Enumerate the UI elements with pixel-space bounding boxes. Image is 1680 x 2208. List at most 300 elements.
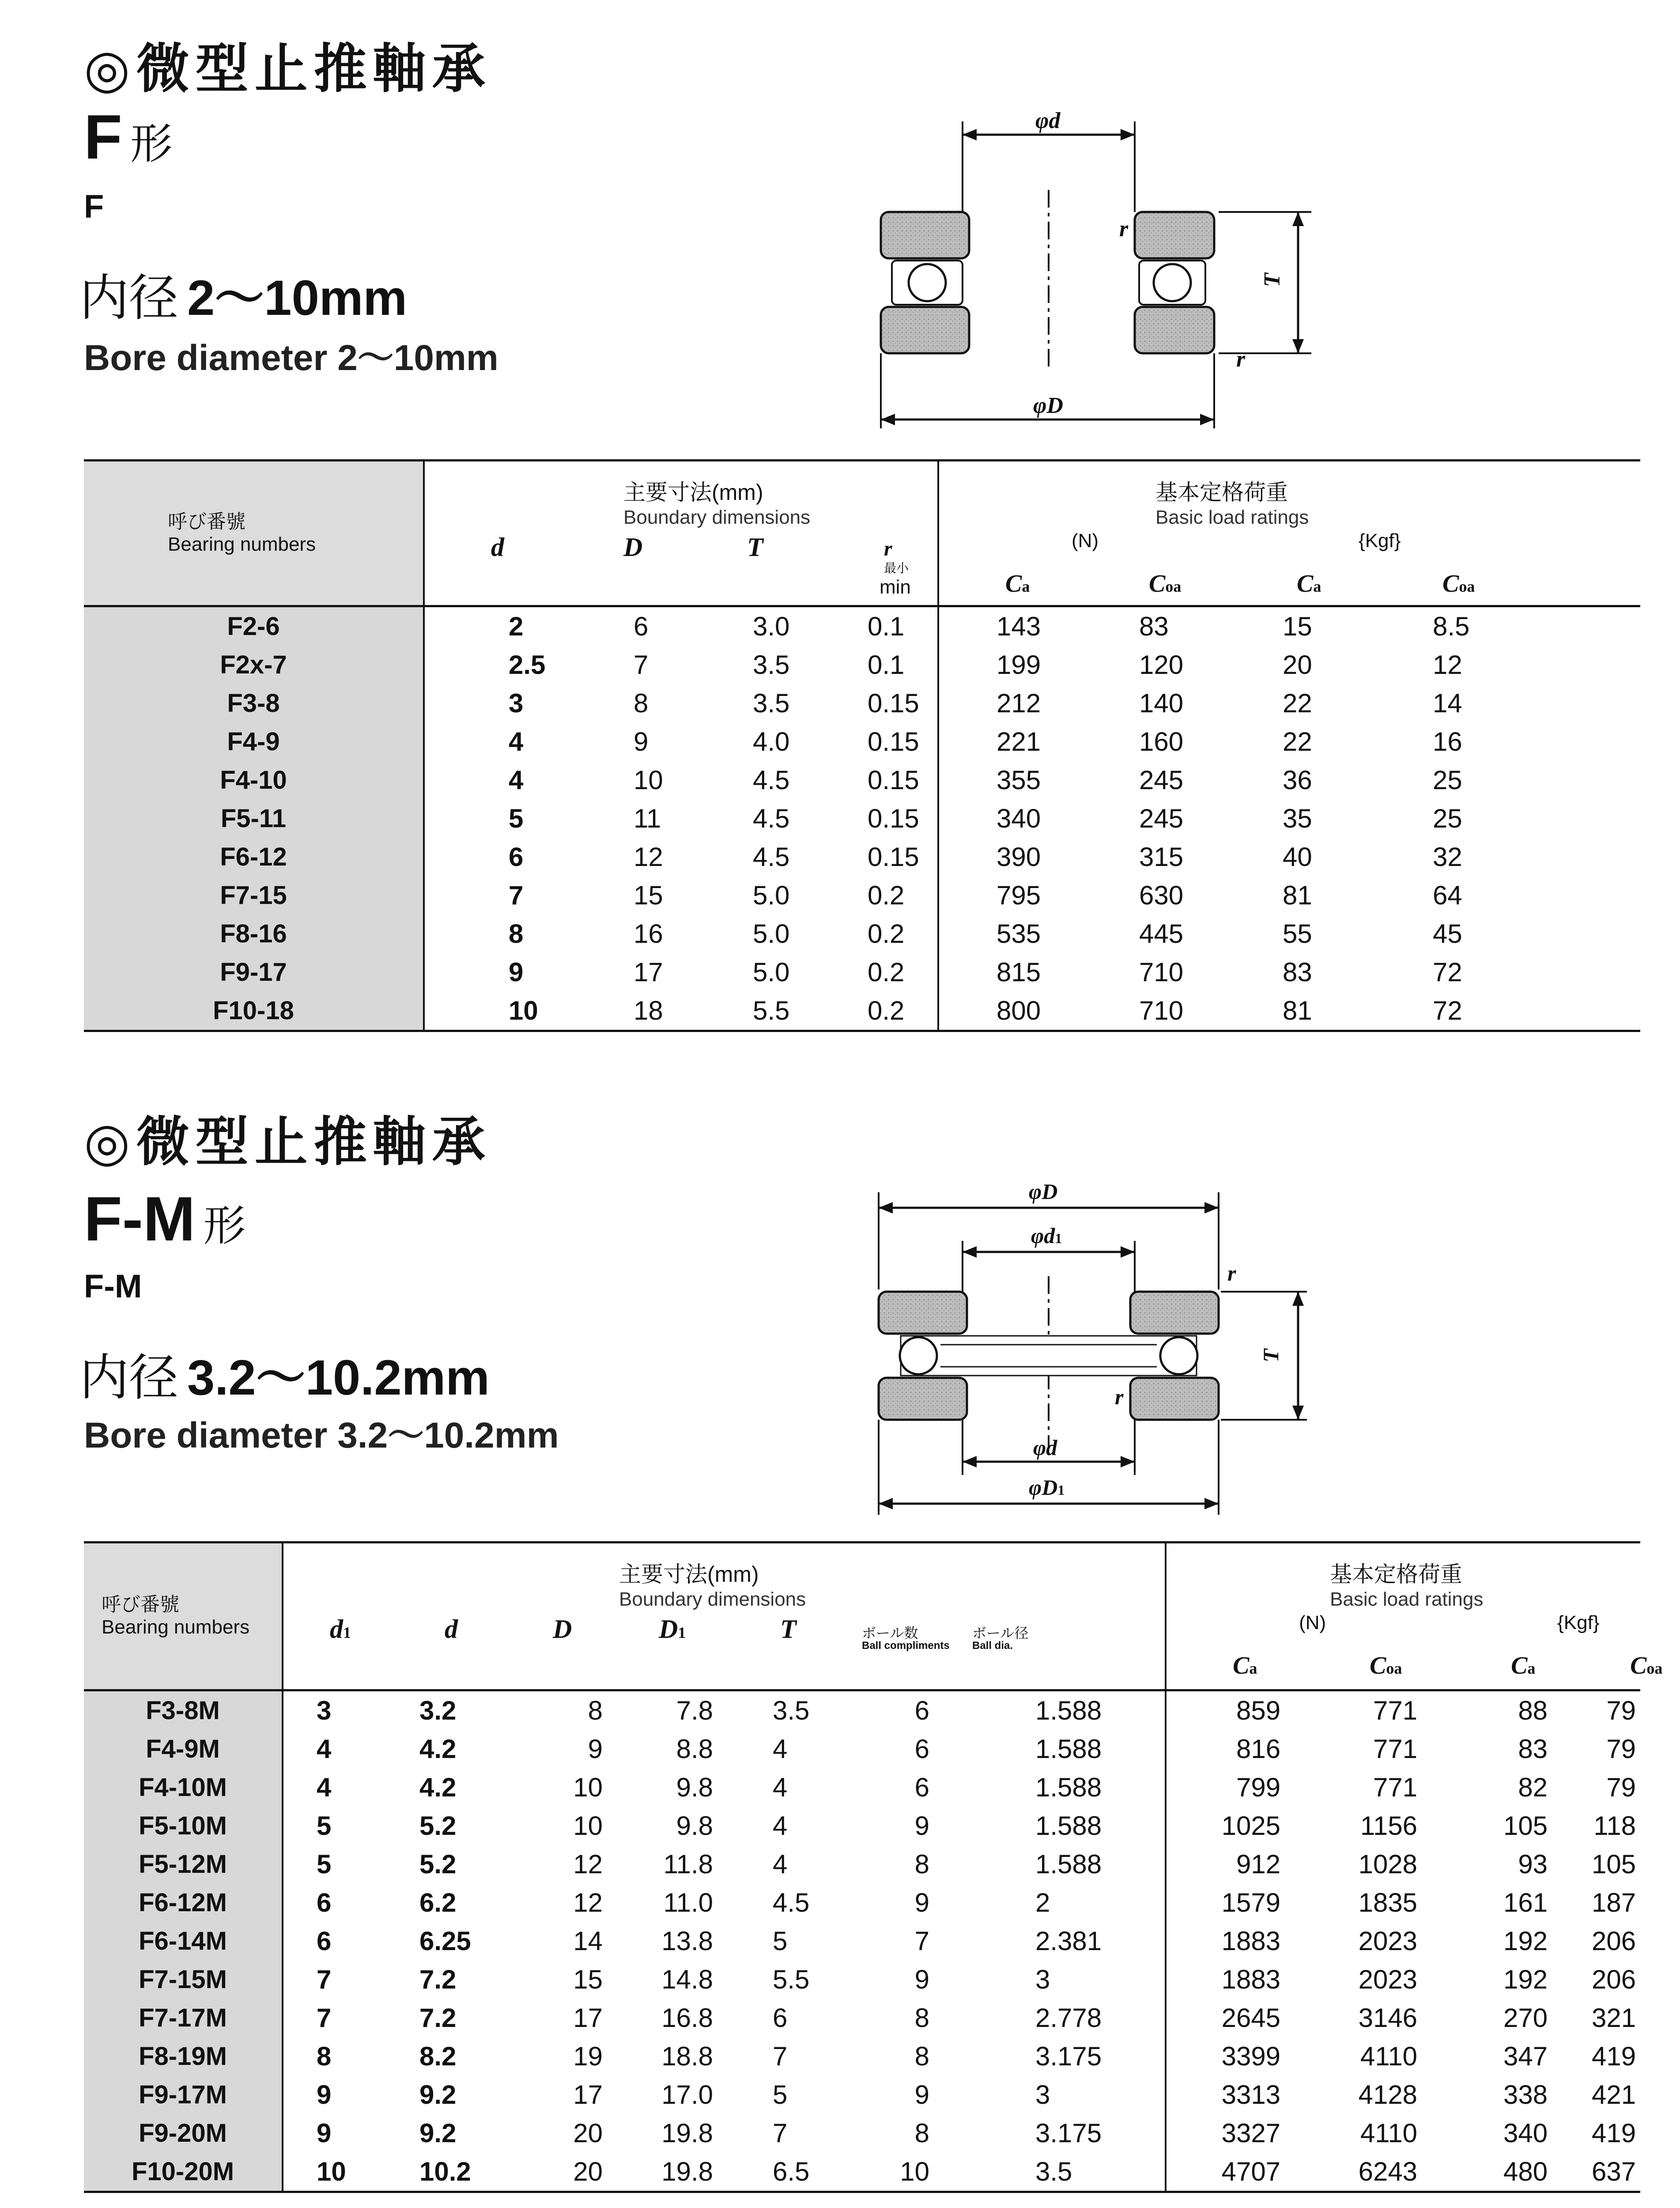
cell-d: 3.2 — [419, 1696, 457, 1725]
cell-T: 5.0 — [753, 919, 790, 949]
section1-col-T: T — [747, 533, 763, 562]
section2-bore-zh-prefix: 内径 — [79, 1349, 178, 1406]
cell-Coa-kgf: 79 — [1606, 1773, 1636, 1802]
cell-Coa-kgf: 64 — [1433, 881, 1462, 910]
cell-Ca-kgf: 22 — [1283, 688, 1312, 718]
cell-Coa-N: 2023 — [1358, 1965, 1418, 1994]
cell-D1: 13.8 — [661, 1926, 713, 1956]
cell-d1: 8 — [317, 2042, 332, 2071]
cell-Coa-kgf: 8.5 — [1433, 612, 1470, 641]
section2-col-Ca-kgf: Ca — [1511, 1652, 1536, 1679]
cell-Coa-kgf: 79 — [1606, 1696, 1636, 1725]
cell-T: 4 — [773, 1849, 788, 1879]
cell-Coa-N: 3146 — [1358, 2003, 1418, 2033]
cell-d: 8.2 — [419, 2042, 457, 2071]
cell-D1: 17.0 — [661, 2080, 713, 2110]
section1-heading: ◎微型止推軸承 — [84, 38, 491, 100]
cell-d: 9.2 — [419, 2080, 457, 2110]
section2-col-T: T — [780, 1614, 797, 1644]
diagram2-phi-d-label: φd — [1033, 1435, 1057, 1460]
table-row — [84, 684, 1640, 722]
cell-d: 5 — [509, 804, 524, 833]
cell-D: 10 — [573, 1811, 603, 1841]
cell-bearing-number: F8-19M — [84, 2037, 283, 2076]
cell-ball-count: 10 — [861, 2152, 1011, 2192]
cell-T: 5.0 — [753, 957, 790, 987]
section1-col-Coa: Coa — [1149, 570, 1182, 597]
section2-type-suffix: 形 — [203, 1201, 246, 1251]
cell-Coa-N: 630 — [1139, 881, 1184, 910]
cell-Ca-N: 800 — [938, 991, 1084, 1031]
table-row — [84, 1730, 1640, 1768]
cell-D: 12 — [634, 842, 663, 872]
cell-Coa-kgf: 206 — [1591, 1965, 1636, 1994]
cell-ball-count: 6 — [914, 1773, 929, 1802]
cell-Ca-N: 912 — [1236, 1849, 1281, 1879]
section1-bearing-numbers-header — [84, 461, 424, 606]
cell-T: 5 — [773, 1926, 788, 1956]
cell-ball-count: 6 — [914, 1734, 929, 1764]
cell-Coa-N: 445 — [1139, 919, 1184, 949]
cell-bearing-number: F4-10 — [84, 761, 424, 799]
diagram2-phi-D-label: φD — [1029, 1179, 1058, 1204]
section1-type-title — [84, 102, 173, 172]
cell-bearing-number: F10-20M — [84, 2152, 283, 2192]
cell-Ca-N: 1579 — [1221, 1888, 1281, 1917]
cell-Ca-N: 212 — [997, 688, 1041, 718]
cell-bearing-number: F4-10M — [84, 1768, 283, 1807]
cell-Coa-N: 2023 — [1358, 1926, 1418, 1956]
section1-type-sub: F — [84, 188, 104, 225]
diagram2-phi-d1-label: φd1 — [1031, 1223, 1062, 1248]
cell-r: 0.2 — [808, 915, 938, 953]
cell-Coa-N: 315 — [1139, 842, 1184, 872]
cell-T: 7 — [773, 2118, 788, 2148]
section1-bore-zh-value: 2〜10mm — [187, 270, 408, 325]
table-row — [84, 761, 1640, 799]
section1-col-r-min: min — [880, 576, 911, 598]
cell-Ca-N: 143 — [997, 612, 1041, 641]
cell-T: 4.5 — [773, 1888, 810, 1917]
section2-col-d: d — [445, 1614, 458, 1644]
cell-Ca-kgf: 40 — [1283, 842, 1312, 872]
cell-D: 7 — [634, 650, 649, 680]
cell-Coa-kgf: 25 — [1433, 765, 1462, 795]
diagram1-r-bottom: r — [1236, 347, 1246, 372]
cell-Coa-N: 245 — [1139, 765, 1184, 795]
cell-T: 3.5 — [753, 688, 790, 718]
cell-Coa-kgf: 16 — [1433, 727, 1462, 756]
section2-unit-N: (N) — [1299, 1612, 1326, 1633]
cell-Ca-kgf: 161 — [1503, 1888, 1548, 1917]
cell-D: 20 — [573, 2118, 603, 2148]
cell-D: 9 — [588, 1734, 603, 1764]
cell-Coa-N: 4128 — [1358, 2080, 1418, 2110]
cell-Ca-N: 355 — [997, 765, 1041, 795]
cell-ball-count: 8 — [914, 2042, 929, 2071]
cell-Ca-N: 815 — [997, 957, 1041, 987]
cell-Ca-N: 2645 — [1221, 2003, 1281, 2033]
cell-T: 4 — [773, 1773, 788, 1802]
cell-bearing-number: F5-11 — [84, 799, 424, 838]
table-row — [84, 2076, 1640, 2114]
cell-ball-count: 9 — [914, 1965, 929, 1994]
cell-r: 0.15 — [808, 838, 938, 876]
section1-col-r: r — [884, 537, 892, 560]
cell-Coa-kgf: 187 — [1591, 1888, 1636, 1917]
cell-ball-count: 8 — [914, 2118, 929, 2148]
section1-boundary-header — [424, 461, 938, 606]
cell-ball-count: 9 — [914, 2080, 929, 2110]
cell-d1: 7 — [317, 2003, 332, 2033]
cell-r: 0.1 — [808, 606, 938, 646]
cell-T: 5.5 — [680, 991, 808, 1031]
cell-T: 4 — [773, 1811, 788, 1841]
cell-Ca-kgf: 36 — [1283, 765, 1312, 795]
cell-Coa-N: 771 — [1373, 1773, 1418, 1802]
section2-heading: ◎微型止推軸承 — [84, 1112, 491, 1173]
cell-D: 11 — [634, 804, 661, 833]
cell-r: 0.15 — [808, 799, 938, 838]
cell-D: 17 — [634, 957, 663, 987]
section2-bearing-numbers-zh: 呼び番號 — [102, 1594, 179, 1616]
cell-D: 8 — [634, 688, 649, 718]
cell-Ca-kgf: 15 — [1283, 612, 1312, 641]
table-row — [84, 606, 1640, 646]
cell-D: 14 — [573, 1926, 603, 1956]
section2-load-zh: 基本定格荷重 — [1330, 1562, 1463, 1587]
section2-spec-table — [84, 1541, 1663, 2193]
cell-d1: 7 — [317, 1965, 332, 1994]
cell-Coa-kgf: 421 — [1591, 2080, 1636, 2110]
cell-Ca-N: 1883 — [1221, 1926, 1281, 1956]
cell-d1: 10 — [283, 2152, 393, 2192]
diagram2-phi-D1-label: φD1 — [1029, 1475, 1065, 1500]
cell-Coa-kgf: 72 — [1375, 991, 1640, 1031]
cell-d1: 9 — [317, 2080, 332, 2110]
section2-bore-zh-value: 3.2〜10.2mm — [187, 1350, 490, 1405]
cell-d: 2.5 — [509, 650, 546, 680]
cell-d: 6.2 — [419, 1888, 457, 1917]
cell-ball-count: 7 — [914, 1926, 929, 1956]
cell-Coa-kgf: 419 — [1591, 2118, 1636, 2148]
section1-bearing-diagram — [861, 102, 1347, 446]
cell-D1: 8.8 — [676, 1734, 713, 1764]
cell-d1: 3 — [317, 1696, 332, 1725]
section1-col-d: d — [491, 533, 504, 562]
cell-D1: 14.8 — [661, 1965, 713, 1994]
cell-bearing-number: F7-15M — [84, 1960, 283, 1999]
section1-type-suffix: 形 — [130, 119, 173, 169]
section1-type-name: F — [84, 102, 122, 172]
section2-table-header — [84, 1543, 1640, 1690]
section1-bearing-numbers-en: Bearing numbers — [168, 533, 316, 555]
section2-col-ball-dia-zh: ボール径 — [972, 1625, 1029, 1641]
cell-d: 4.2 — [419, 1773, 457, 1802]
cell-bearing-number: F6-12 — [84, 838, 424, 876]
diagram2-r-top: r — [1227, 1261, 1236, 1285]
section2-col-balls-en: Ball compliments — [862, 1640, 950, 1652]
cell-ball-dia: 3 — [1011, 2076, 1166, 2114]
cell-D: 16 — [634, 919, 663, 949]
section1-bore-zh — [79, 258, 407, 329]
cell-Coa-kgf: 72 — [1433, 957, 1462, 987]
section1-unit-N: (N) — [1072, 530, 1099, 552]
cell-D: 6 — [634, 612, 649, 641]
cell-Ca-kgf: 83 — [1518, 1734, 1548, 1764]
cell-ball-dia: 2 — [1011, 1883, 1166, 1922]
section2-load-header — [1166, 1543, 1663, 1690]
cell-ball-count: 9 — [914, 1811, 929, 1841]
cell-T: 5.5 — [773, 1965, 810, 1994]
cell-T: 3.5 — [753, 650, 790, 680]
cell-bearing-number: F3-8M — [84, 1690, 283, 1730]
cell-d1: 4 — [317, 1734, 332, 1764]
section1-col-D: D — [623, 533, 643, 562]
cell-r: 0.15 — [808, 722, 938, 761]
cell-Coa-N: 710 — [1084, 991, 1230, 1031]
cell-Ca-N: 859 — [1236, 1696, 1281, 1725]
cell-D: 18 — [552, 991, 680, 1031]
cell-D: 8 — [588, 1696, 603, 1725]
cell-Coa-kgf: 12 — [1433, 650, 1462, 680]
cell-bearing-number: F7-17M — [84, 1999, 283, 2037]
cell-bearing-number: F6-14M — [84, 1922, 283, 1960]
cell-Ca-kgf: 347 — [1503, 2042, 1548, 2071]
cell-ball-dia: 1.588 — [1011, 1768, 1166, 1807]
cell-ball-dia: 2.778 — [1011, 1999, 1166, 2037]
cell-ball-dia: 1.588 — [1011, 1690, 1166, 1730]
cell-Ca-N: 816 — [1236, 1734, 1281, 1764]
table-row — [84, 915, 1640, 953]
cell-ball-count: 8 — [914, 2003, 929, 2033]
cell-Ca-N: 1025 — [1221, 1811, 1281, 1841]
cell-r: 0.2 — [808, 876, 938, 915]
cell-Coa-N: 6243 — [1298, 2152, 1439, 2192]
cell-Ca-N: 340 — [997, 804, 1041, 833]
section1-col-Coa-kgf: Coa — [1442, 570, 1475, 597]
cell-T: 6.5 — [755, 2152, 861, 2192]
table-row — [84, 1768, 1640, 1807]
cell-Coa-N: 710 — [1139, 957, 1184, 987]
cell-d: 10.2 — [393, 2152, 512, 2192]
cell-T: 3.0 — [753, 612, 790, 641]
cell-Ca-kgf: 480 — [1439, 2152, 1572, 2192]
table-row — [84, 2114, 1640, 2152]
cell-bearing-number: F2x-7 — [84, 646, 424, 684]
cell-Coa-N: 120 — [1139, 650, 1184, 680]
cell-Ca-N: 4707 — [1166, 2152, 1298, 2192]
section2-unit-kgf: {Kgf} — [1557, 1612, 1600, 1633]
cell-bearing-number: F5-10M — [84, 1807, 283, 1845]
cell-d: 4.2 — [419, 1734, 457, 1764]
diagram1-r-top: r — [1119, 216, 1129, 242]
cell-Coa-kgf: 419 — [1591, 2042, 1636, 2071]
cell-bearing-number: F10-18 — [84, 991, 424, 1031]
cell-Ca-kgf: 81 — [1230, 991, 1375, 1031]
cell-D1: 18.8 — [661, 2042, 713, 2071]
cell-d: 7.2 — [419, 2003, 457, 2033]
table-row — [84, 991, 1640, 1031]
section1-load-zh: 基本定格荷重 — [1155, 480, 1288, 505]
cell-Ca-kgf: 192 — [1503, 1926, 1548, 1956]
section2-col-Ca: Ca — [1233, 1652, 1257, 1679]
section1-load-en: Basic load ratings — [1155, 507, 1309, 528]
section1-col-r-zh: 最小 — [884, 561, 909, 575]
cell-Ca-kgf: 93 — [1518, 1849, 1548, 1879]
cell-Ca-N: 1883 — [1221, 1965, 1281, 1994]
cell-Coa-N: 83 — [1139, 612, 1169, 641]
cell-D: 12 — [573, 1888, 603, 1917]
cell-bearing-number: F3-8 — [84, 684, 424, 722]
cell-bearing-number: F5-12M — [84, 1845, 283, 1883]
cell-d: 7.2 — [419, 1965, 457, 1994]
cell-bearing-number: F9-20M — [84, 2114, 283, 2152]
cell-D1: 9.8 — [676, 1773, 713, 1802]
table-row — [84, 1690, 1640, 1730]
cell-Coa-N: 245 — [1139, 804, 1184, 833]
cell-Ca-kgf: 83 — [1283, 957, 1312, 987]
cell-Ca-kgf: 192 — [1503, 1965, 1548, 1994]
section1-bearing-numbers-zh: 呼び番號 — [168, 510, 245, 533]
table-row — [84, 1807, 1640, 1845]
cell-ball-dia: 3.175 — [1011, 2114, 1166, 2152]
cell-Ca-kgf: 20 — [1283, 650, 1312, 680]
table-row — [84, 1999, 1640, 2037]
table-row — [84, 1845, 1640, 1883]
cell-Coa-N: 771 — [1373, 1696, 1418, 1725]
diagram1-T-label: T — [1260, 273, 1285, 287]
cell-r: 0.1 — [808, 646, 938, 684]
cell-r: 0.15 — [808, 684, 938, 722]
section2-bearing-diagram — [861, 1175, 1347, 1524]
cell-T: 7 — [773, 2042, 788, 2071]
cell-ball-dia: 1.588 — [1011, 1807, 1166, 1845]
table-row — [84, 799, 1640, 838]
table-row — [84, 953, 1640, 991]
cell-D: 20 — [512, 2152, 623, 2192]
cell-Coa-kgf: 79 — [1606, 1734, 1636, 1764]
cell-D1: 11.8 — [663, 1849, 713, 1879]
cell-ball-dia: 3 — [1011, 1960, 1166, 1999]
cell-D: 17 — [573, 2080, 603, 2110]
cell-Ca-N: 3327 — [1221, 2118, 1281, 2148]
cell-D: 12 — [573, 1849, 603, 1879]
cell-D1: 7.8 — [676, 1696, 713, 1725]
cell-T: 4.5 — [753, 765, 790, 795]
cell-ball-count: 9 — [914, 1888, 929, 1917]
cell-ball-dia: 1.588 — [1011, 1845, 1166, 1883]
cell-Coa-kgf: 32 — [1433, 842, 1462, 872]
section2-table-body — [84, 1690, 1640, 2192]
cell-ball-dia: 1.588 — [1011, 1730, 1166, 1768]
section2-bore-en: Bore diameter 3.2〜10.2mm — [84, 1415, 559, 1456]
section2-type-sub: F-M — [84, 1268, 142, 1304]
section1-col-Ca-kgf: Ca — [1297, 570, 1321, 597]
cell-T: 5.0 — [753, 881, 790, 910]
cell-Coa-N: 140 — [1139, 688, 1184, 718]
section2-boundary-header — [283, 1543, 1166, 1690]
cell-bearing-number: F9-17M — [84, 2076, 283, 2114]
cell-d1: 6 — [317, 1888, 332, 1917]
section2-type-title — [84, 1184, 246, 1254]
cell-T: 4.5 — [753, 842, 790, 872]
cell-d: 5.2 — [419, 1849, 457, 1879]
cell-r: 0.15 — [808, 761, 938, 799]
cell-Ca-kgf: 35 — [1283, 804, 1312, 833]
cell-Coa-kgf: 45 — [1433, 919, 1462, 949]
table-row — [84, 876, 1640, 915]
cell-D: 10 — [634, 765, 663, 795]
section1-bore-zh-prefix: 内径 — [79, 269, 178, 327]
cell-Coa-N: 771 — [1373, 1734, 1418, 1764]
cell-Coa-kgf: 321 — [1591, 2003, 1636, 2033]
cell-Ca-N: 390 — [997, 842, 1041, 872]
cell-Coa-kgf: 105 — [1591, 1849, 1636, 1879]
cell-D1: 16.8 — [661, 2003, 713, 2033]
table-row — [84, 1883, 1640, 1922]
section1-table-body — [84, 606, 1640, 1031]
cell-d1: 5 — [317, 1811, 332, 1841]
section1-table-header — [84, 461, 1640, 606]
cell-d: 2 — [509, 612, 524, 641]
cell-Coa-kgf: 25 — [1433, 804, 1462, 833]
cell-Ca-kgf: 22 — [1283, 727, 1312, 756]
cell-d: 3 — [509, 688, 524, 718]
cell-d: 4 — [509, 765, 524, 795]
section2-boundary-zh: 主要寸法(mm) — [619, 1562, 759, 1587]
cell-bearing-number: F2-6 — [84, 606, 424, 646]
cell-d: 6 — [509, 842, 524, 872]
section2-col-D: D — [553, 1614, 572, 1644]
cell-d1: 5 — [317, 1849, 332, 1879]
cell-T: 6 — [773, 2003, 788, 2033]
cell-ball-dia: 3.175 — [1011, 2037, 1166, 2076]
cell-Coa-kgf: 206 — [1591, 1926, 1636, 1956]
cell-ball-dia: 2.381 — [1011, 1922, 1166, 1960]
section2-col-Coa: Coa — [1370, 1652, 1402, 1679]
cell-Ca-kgf: 81 — [1283, 881, 1312, 910]
cell-D: 17 — [573, 2003, 603, 2033]
section2-load-en: Basic load ratings — [1330, 1588, 1484, 1610]
section2-bearing-numbers-en: Bearing numbers — [102, 1616, 250, 1638]
cell-Ca-kgf: 105 — [1503, 1811, 1548, 1841]
cell-ball-dia: 3.5 — [1011, 2152, 1166, 2192]
section2-col-Coa-kgf: Coa — [1630, 1652, 1663, 1679]
cell-Coa-N: 160 — [1139, 727, 1184, 756]
cell-d1: 4 — [317, 1773, 332, 1802]
section2-type-name: F-M — [84, 1184, 196, 1254]
cell-Ca-kgf: 82 — [1518, 1773, 1548, 1802]
table-row — [84, 1960, 1640, 1999]
cell-Coa-N: 1156 — [1360, 1811, 1418, 1841]
cell-Coa-N: 4110 — [1360, 2042, 1418, 2071]
section1-unit-kgf: {Kgf} — [1359, 530, 1401, 552]
cell-Ca-N: 3313 — [1221, 2080, 1281, 2110]
cell-Coa-N: 1835 — [1358, 1888, 1418, 1917]
cell-Ca-kgf: 338 — [1503, 2080, 1548, 2110]
cell-d: 9.2 — [419, 2118, 457, 2148]
cell-Coa-kgf: 118 — [1593, 1811, 1636, 1841]
table-row — [84, 2037, 1640, 2076]
cell-d: 10 — [424, 991, 552, 1031]
cell-d: 4 — [509, 727, 524, 756]
cell-bearing-number: F9-17 — [84, 953, 424, 991]
cell-r: 0.2 — [808, 991, 938, 1031]
cell-d: 8 — [509, 919, 524, 949]
cell-T: 4 — [773, 1734, 788, 1764]
cell-D1: 19.8 — [661, 2118, 713, 2148]
